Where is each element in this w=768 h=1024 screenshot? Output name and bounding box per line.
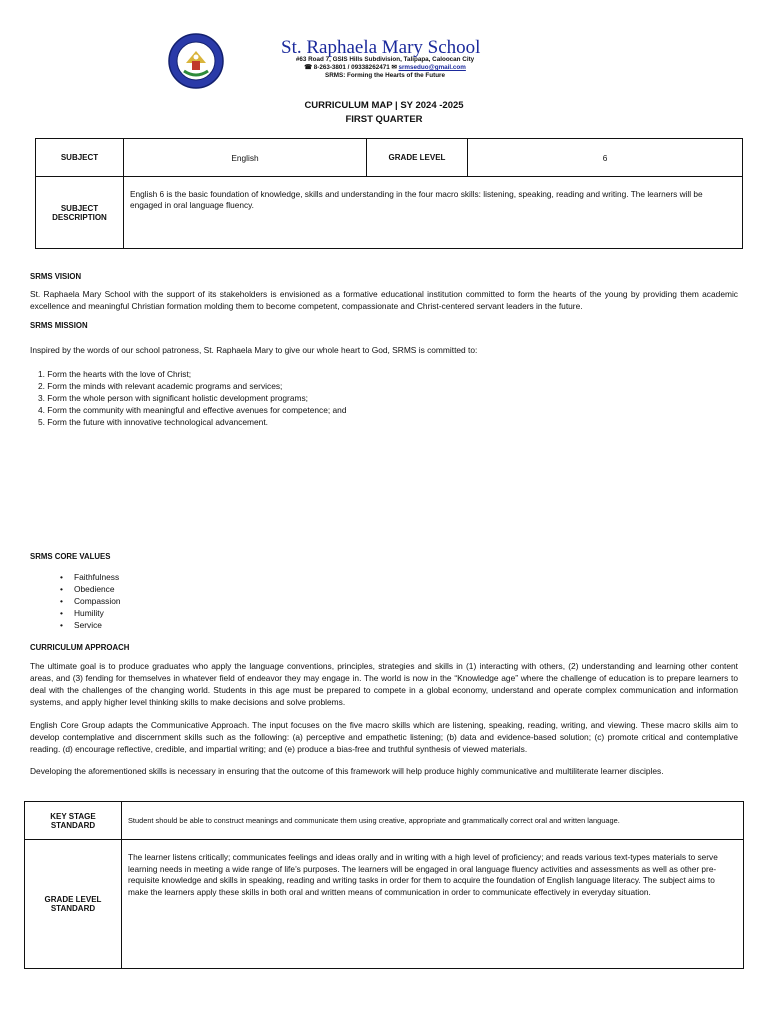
bullet-icon: •	[60, 620, 63, 630]
key-stage-text: Student should be able to construct meanings and communicate them using creative, appropriate and grammatically correct oral and written language.	[122, 802, 744, 840]
core-value-item	[60, 571, 121, 583]
grade-standard-label	[25, 840, 122, 969]
core-values-heading: SRMS CORE VALUES	[30, 552, 111, 561]
mail-icon: ✉	[391, 64, 397, 71]
mission-item: 5. Form the future with innovative technological advancement.	[38, 417, 268, 427]
description-label-line1: SUBJECT	[60, 203, 99, 213]
mission-intro: Inspired by the words of our school patroness, St. Raphaela Mary to give our whole heart to God, SRMS is committed to:	[30, 345, 478, 355]
school-phones: ☎ 8-263-3801 / 09338262471	[304, 64, 390, 71]
approach-paragraph-2: English Core Group adapts the Communicative Approach. The input focuses on the five macro skills which are listening, speaking, reading, writing, and viewing. These macro skills aim to develop contemplative and discernment skills such as the following: (a) perceptive and empathetic listening; (b) data and evidence-based solution; (c) promote critical and contemplative reading. (d) encourage reflective, credible, and impartial writing; and (e) produce a bias-free and truthful synthesis of viewed materials.	[30, 720, 738, 754]
school-email[interactable]: srmseduo@gmail.com	[398, 64, 466, 71]
subject-info-table	[35, 138, 743, 249]
school-name: St. Raphaela Mary School	[281, 37, 481, 58]
bullet-icon: •	[60, 584, 63, 594]
approach-heading: CURRICULUM APPROACH	[30, 643, 130, 652]
grade-level-value: 6	[468, 139, 743, 177]
description-label	[36, 177, 124, 249]
key-stage-label	[25, 802, 122, 840]
grade-standard-label-line1: GRADE LEVEL	[44, 895, 102, 904]
subject-row	[36, 139, 743, 177]
document-subtitle: FIRST QUARTER	[345, 114, 423, 125]
grade-level-label: GRADE LEVEL	[367, 139, 468, 177]
vision-heading: SRMS VISION	[30, 272, 82, 281]
grade-standard-label-line2: STANDARD	[50, 904, 96, 913]
key-stage-label-line2: STANDARD	[50, 820, 96, 830]
core-value-item	[60, 583, 121, 595]
description-row	[36, 177, 743, 249]
core-value-item	[60, 619, 121, 631]
core-value-text: Humility	[74, 608, 104, 618]
mission-item: 1. Form the hearts with the love of Christ;	[38, 369, 192, 379]
standards-table	[24, 801, 744, 969]
bullet-icon: •	[60, 608, 63, 618]
school-address: #63 Road 7, GSIS Hills Subdivision, Talipapa, Caloocan City	[295, 56, 475, 63]
mission-item: 2. Form the minds with relevant academic programs and services;	[38, 381, 283, 391]
grade-level-standard-row	[25, 840, 744, 969]
key-stage-row	[25, 802, 744, 840]
key-stage-label-line1: KEY STAGE	[50, 811, 96, 821]
core-value-text: Obedience	[74, 584, 115, 594]
description-value: English 6 is the basic foundation of knowledge, skills and understanding in the four macro skills: listening, speaking, reading and writing. The learners will be engaged in oral language fluency.	[124, 177, 743, 249]
school-tagline: SRMS: Forming the Hearts of the Future	[325, 72, 445, 79]
description-label-line2: DESCRIPTION	[52, 212, 107, 222]
core-values-list	[60, 571, 121, 631]
core-value-text: Service	[74, 620, 102, 630]
school-seal-logo	[168, 33, 224, 89]
mission-list	[38, 368, 347, 428]
contact-line	[270, 64, 500, 72]
vision-text: St. Raphaela Mary School with the support of its stakeholders is envisioned as a formative educational institution committed to form the hearts of the young by providing them academic excellence and meaningful Christian formation molding them to become competent, compassionate and Christ-centered servant leaders in the future.	[30, 289, 738, 311]
bullet-icon: •	[60, 596, 63, 606]
mission-item: 3. Form the whole person with significant holistic development programs;	[38, 393, 308, 403]
subject-value: English	[124, 139, 367, 177]
approach-paragraph-3: Developing the aforementioned skills is necessary in ensuring that the outcome of this framework will help produce highly communicative and multiliterate learner disciples.	[30, 766, 664, 776]
mission-item: 4. Form the community with meaningful and effective avenues for competence; and	[38, 405, 347, 415]
bullet-icon: •	[60, 572, 63, 582]
grade-standard-text: The learner listens critically; communicates feelings and ideas orally and in writing with a high level of proficiency; and reads various text-types materials to serve learning needs in meeting a wide range of life’s purposes. The learners will be engaged in oral language fluency activities and assessments as well as other pre-requisite knowledge and skills in speaking, reading and writing tasks in order for them to acquire the foundation of English language literacy. The subject aims to make the learners apply these skills in both oral and written means of communication in order to communicate effectively in everyday situation.	[122, 840, 744, 969]
approach-paragraph-1: The ultimate goal is to produce graduates who apply the language conventions, principles, strategies and skills in (1) interacting with others, (2) understanding and learning other content areas, and (3) fending for themselves in whatever field of endeavor they may engage in. The world is now in the “Knowledge age” where the challenge of education is to prepare learners to deal with the challenges of the changing world. Students in this age must be prepared to compete in a global economy, understand and operate complex communication and information systems, and apply higher level thinking skills to make decisions and solve problems.	[30, 661, 738, 707]
core-value-text: Compassion	[74, 596, 121, 606]
core-value-item	[60, 595, 121, 607]
document-title: CURRICULUM MAP | SY 2024 -2025	[304, 100, 464, 111]
core-value-text: Faithfulness	[74, 572, 120, 582]
school-contact-info	[270, 56, 500, 80]
mission-heading: SRMS MISSION	[30, 321, 88, 330]
subject-label: SUBJECT	[36, 139, 124, 177]
core-value-item	[60, 607, 121, 619]
